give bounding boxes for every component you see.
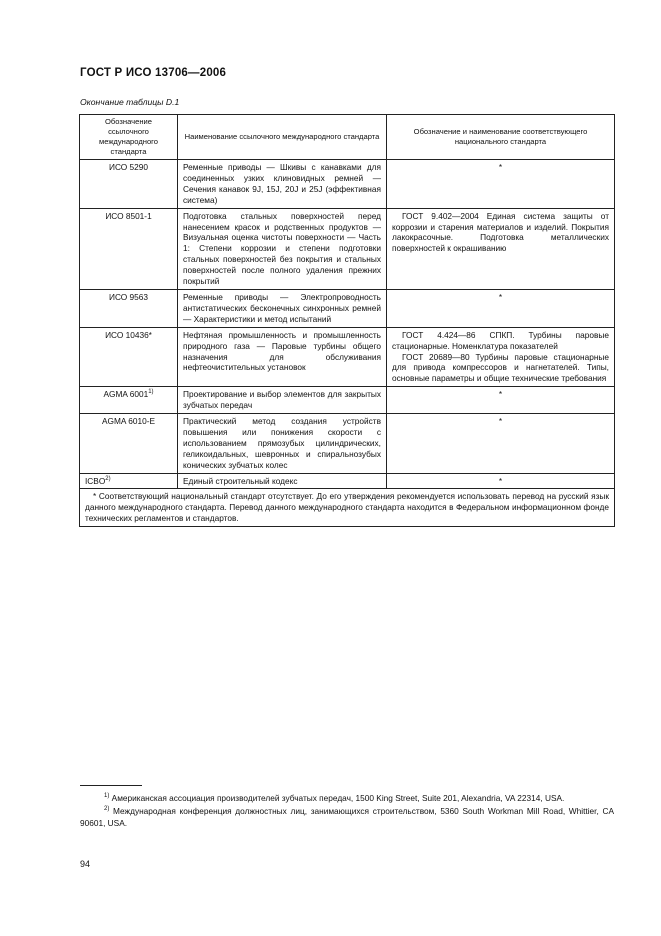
footnote-ref: 1) — [148, 389, 154, 396]
standard-name: Ременные приводы — Электропроводность антистатических бесконечных синхронных ремней — Характеристики и метод испытаний — [178, 289, 387, 327]
table-row — [80, 160, 615, 209]
table-header-row — [80, 115, 615, 160]
standard-code: ИСО 5290 — [109, 162, 148, 172]
standard-code-cell — [80, 414, 178, 474]
table-footnote — [80, 489, 615, 527]
standard-code: AGMA 6010-E — [101, 416, 156, 427]
standard-name: Практический метод создания устройств повышения или понижения скорости с использованием прямозубых цилиндрических, геликоидальных, шевронных и спиральнозубых конических зубчатых колес — [178, 414, 387, 474]
national-standard — [387, 208, 615, 289]
footnote-2 — [80, 805, 614, 830]
national-standard — [387, 387, 615, 414]
standard-code: ИСО 10436* — [105, 329, 152, 340]
national-standard-text: * — [498, 416, 503, 427]
national-standard — [387, 160, 615, 209]
standard-code: AGMA 6001 — [103, 389, 149, 400]
column-header-national: Обозначение и наименование соответствующего национального стандарта — [387, 115, 615, 160]
document-title: ГОСТ Р ИСО 13706—2006 — [80, 67, 227, 79]
footnote-text: Американская ассоциация производителей зубчатых передач, 1500 King Street, Suite 201, Alexandria, VA 22314, USA. — [111, 793, 565, 803]
footnote-1 — [80, 792, 614, 805]
footnote-ref: 2) — [105, 475, 111, 482]
standard-name: Подготовка стальных поверхностей перед нанесением красок и родственных продуктов — Визуальная оценка чистоты поверхности — Часть 1: Степени коррозии и степени подготовки стальных поверхностей без покрытия и стальных поверхностей после полного удаления прежних покрытий — [178, 208, 387, 289]
table-row — [80, 414, 615, 474]
standard-name: Проектирование и выбор элементов для закрытых зубчатых передач — [178, 387, 387, 414]
table-row — [80, 289, 615, 327]
table-row — [80, 208, 615, 289]
column-header-name: Наименование ссылочного международного стандарта — [178, 115, 387, 160]
standard-code-cell — [80, 327, 178, 387]
national-standard — [387, 289, 615, 327]
national-standard-text: ГОСТ 4.424—86 СПКП. Турбины паровые стационарные. Номенклатура показателей — [392, 329, 609, 351]
standard-code: ИСО 8501-1 — [105, 210, 152, 221]
national-standard-text: * — [498, 389, 503, 400]
national-standard-text: ГОСТ 20689—80 Турбины паровые стационарные для привода компрессоров и нагнетателей. Типы, основные параметры и общие технические требования — [392, 351, 609, 384]
national-standard-text: * — [498, 162, 503, 172]
standard-code: ICBO — [85, 475, 106, 486]
national-standard — [387, 327, 615, 387]
national-standard-text: * — [498, 475, 503, 486]
standard-code-cell — [80, 473, 178, 489]
standard-name: Нефтяная промышленность и промышленность природного газа — Паровые турбины общего назначения для обслуживания нефтеочистительных установок — [178, 327, 387, 387]
page-number: 94 — [80, 859, 91, 869]
table-row — [80, 387, 615, 414]
table-footnote-row — [80, 489, 615, 527]
standard-code-cell — [80, 208, 178, 289]
column-header-code: Обозначение ссылочного международного стандарта — [80, 115, 178, 160]
national-standard-text: * — [498, 291, 503, 302]
footnote-text: Международная конференция должностных лиц, занимающихся строительством, 5360 South Workman Mill Road, Whittier, CA 90601, USA. — [80, 805, 614, 828]
standard-code: ИСО 9563 — [109, 291, 148, 302]
table-caption: Окончание таблицы D.1 — [80, 97, 180, 107]
reference-standards-table — [79, 114, 615, 527]
footnote-mark: 2) — [104, 805, 110, 812]
footnote-divider — [80, 785, 142, 786]
table-footnote-text: * Соответствующий национальный стандарт отсутствует. До его утверждения рекомендуется использовать перевод на русский язык данного международного стандарта. Перевод данного международного стандарта находится в Федеральном информационном фонде технических регламентов и стандартов. — [85, 491, 609, 524]
table-row — [80, 327, 615, 387]
standard-code-cell — [80, 387, 178, 414]
national-standard — [387, 414, 615, 474]
national-standard-text: ГОСТ 9.402—2004 Единая система защиты от коррозии и старения материалов и изделий. Покрытия лакокрасочные. Подготовка металлических поверхностей к окрашиванию — [392, 210, 609, 254]
page-footnotes — [80, 792, 614, 830]
standard-code-cell — [80, 289, 178, 327]
national-standard — [387, 473, 615, 489]
standard-name: Единый строительный кодекс — [178, 473, 387, 489]
standard-code-cell — [80, 160, 178, 209]
table-row — [80, 473, 615, 489]
standard-name: Ременные приводы — Шкивы с канавками для соединенных узких клиновидных ремней — Сечения канавок 9J, 15J, 20J и 25J (эффективная система) — [178, 160, 387, 209]
footnote-mark: 1) — [104, 793, 110, 799]
